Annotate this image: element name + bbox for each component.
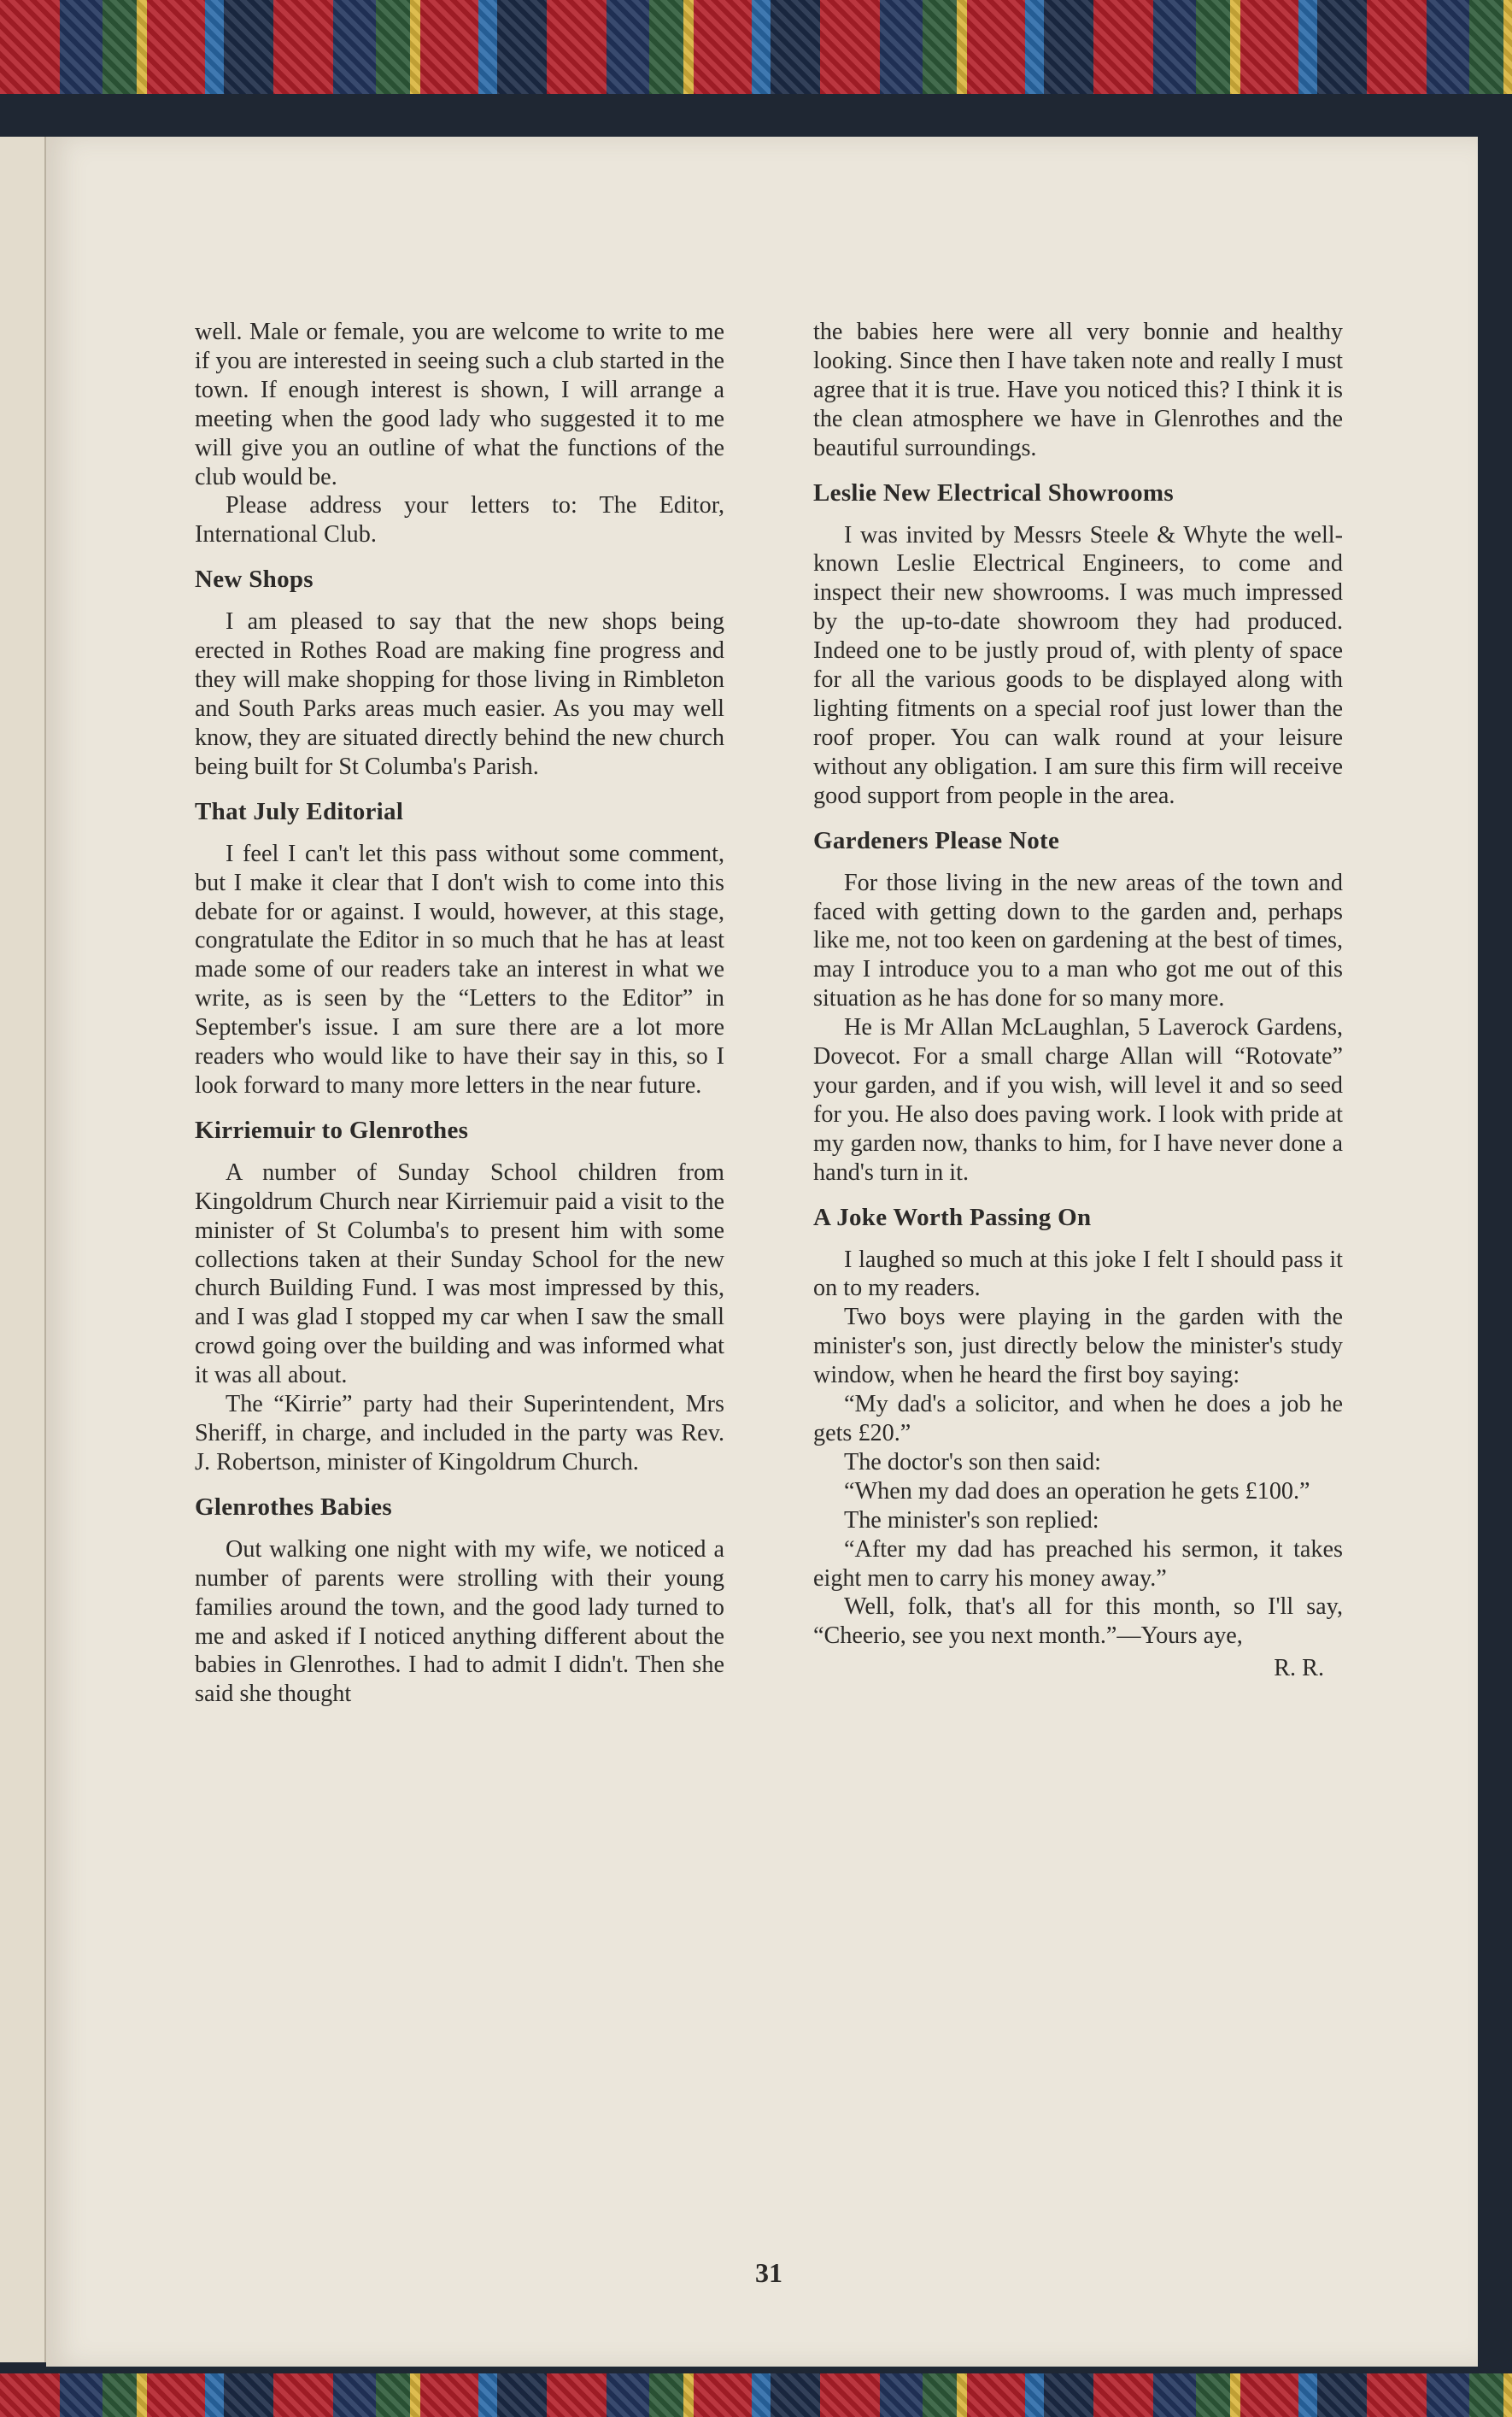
section-heading: New Shops — [195, 566, 314, 594]
paragraph: For those living in the new areas of the town and faced with getting down to the garden and, perhaps like me, not too keen on gardening at the best of times, may I introduce you to a man who got me out of this situation as he has done for so many more. — [813, 869, 1343, 1012]
section-heading: That July Editorial — [195, 797, 404, 825]
section-heading: A Joke Worth Passing On — [813, 1203, 1092, 1231]
paragraph: The doctor's son then said: — [844, 1448, 1101, 1475]
paragraph: well. Male or female, you are welcome to write to me if you are interested in seeing such a club started in the town. If enough interest is shown, I will arrange a meeting when the good lady who suggested it to me will give you an outline of what the functions of the club would be. — [195, 319, 724, 490]
paragraph: “When my dad does an operation he gets £100.” — [844, 1477, 1310, 1505]
paragraph: I feel I can't let this pass without some comment, but I make it clear that I don't wish to come into this debate for or against. I would, however, at this stage, congratulate the Editor in so much that he has at least made some of our readers take an interest in what we write, as is seen by the “Letters to the Editor” in September's issue. I am sure there are a lot more readers who would like to have their say in this, so I look forward to many more letters in the near future. — [195, 840, 724, 1099]
tartan-cover-top — [0, 0, 1512, 94]
paragraph: The “Kirrie” party had their Superintendent, Mrs Sheriff, in charge, and included in the party was Rev. J. Robertson, minister of Kingoldrum Church. — [195, 1391, 724, 1475]
paragraph: A number of Sunday School children from Kingoldrum Church near Kirriemuir paid a visit to the minister of St Columba's to present him with some collections taken at their Sunday School for the new church Building Fund. I was most impressed by this, and I was glad I stopped my car when I saw the small crowd going over the building and was informed what it was all about. — [195, 1159, 724, 1389]
tartan-cover-bottom — [0, 2373, 1512, 2417]
paragraph: Well, folk, that's all for this month, so I'll say, “Cheerio, see you next month.”—Yours aye, — [813, 1593, 1343, 1650]
facing-page-edge — [0, 137, 46, 2362]
page-number: 31 — [755, 2257, 782, 2288]
paragraph: “After my dad has preached his sermon, it takes eight men to carry his money away.” — [813, 1535, 1343, 1592]
section-heading: Gardeners Please Note — [813, 826, 1060, 854]
paragraph: The minister's son replied: — [844, 1506, 1099, 1534]
paragraph: I was invited by Messrs Steele & Whyte the well-known Leslie Electrical Engineers, to come and inspect their new showrooms. I was much impressed by the up-to-date showroom they had produced. Indeed one to be justly proud of, with plenty of space for all the various goods to be displayed along with lighting fitments on a special roof just lower than the roof proper. You can walk round at your leisure without any obligation. I am sure this firm will receive good support from people in the area. — [813, 521, 1343, 809]
paragraph: Out walking one night with my wife, we noticed a number of parents were strolling with their young families around the town, and the good lady turned to me and asked if I noticed anything different about the babies in Glenrothes. I had to admit I didn't. Then she said she thought — [195, 1535, 724, 1708]
paragraph: “My dad's a solicitor, and when he does a job he gets £20.” — [813, 1391, 1343, 1446]
paragraph: I am pleased to say that the new shops being erected in Rothes Road are making fine progress and they will make shopping for those living in Rimbleton and South Parks areas much easier. As you may well know, they are situated directly behind the new church being built for St Columba's Parish. — [195, 608, 724, 780]
left-column — [195, 318, 724, 1709]
paragraph: Two boys were playing in the garden with the minister's son, just directly below the minister's study window, when he heard the first boy saying: — [813, 1304, 1343, 1389]
section-heading: Kirriemuir to Glenrothes — [195, 1116, 469, 1144]
paragraph: the babies here were all very bonnie and healthy looking. Since then I have taken note and really I must agree that it is true. Have you noticed this? I think it is the clean atmosphere we have in Glenrothes and the beautiful surroundings. — [813, 319, 1343, 461]
section-heading: Glenrothes Babies — [195, 1493, 392, 1521]
author-signature: R. R. — [1274, 1655, 1324, 1682]
paragraph: He is Mr Allan McLaughlan, 5 Laverock Gardens, Dovecot. For a small charge Allan will “Rotovate” your garden, and if you wish, will level it and so seed for you. He also does paving work. I look with pride at my garden now, thanks to him, for I have never done a hand's turn in it. — [813, 1014, 1343, 1186]
paragraph: I laughed so much at this joke I felt I should pass it on to my readers. — [813, 1246, 1343, 1302]
paragraph: Please address your letters to: The Editor, International Club. — [195, 492, 724, 549]
right-column — [813, 318, 1343, 1683]
section-heading: Leslie New Electrical Showrooms — [813, 478, 1174, 507]
